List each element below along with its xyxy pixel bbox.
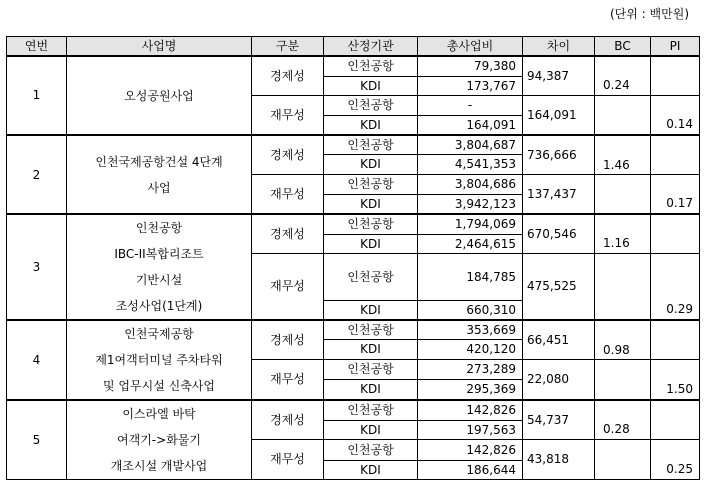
category-cell: 경제성 [252, 320, 324, 360]
total-cost-cell: 3,804,686 [418, 175, 523, 195]
agency-cell: 인천공항 [324, 96, 418, 116]
difference-cell: 54,737 [523, 400, 595, 440]
row-number: 5 [7, 400, 67, 480]
pi-cell [651, 56, 700, 96]
project-name [67, 56, 252, 135]
total-cost-cell: 295,369 [418, 380, 523, 401]
header-no: 연번 [7, 37, 67, 57]
agency-cell: KDI [324, 421, 418, 440]
bc-cell: 0.98 [595, 320, 651, 360]
agency-cell: 인천공항 [324, 400, 418, 421]
category-cell: 재무성 [252, 440, 324, 480]
header-difference: 차이 [523, 37, 595, 57]
table-row [7, 320, 700, 340]
category-cell: 재무성 [252, 96, 324, 136]
row-number: 3 [7, 214, 67, 320]
pi-cell [651, 400, 700, 440]
pi-cell: 0.29 [651, 254, 700, 321]
project-name-line: 여객기->화물기 [117, 433, 201, 447]
agency-cell: KDI [324, 77, 418, 96]
total-cost-cell: 79,380 [418, 56, 523, 77]
table-row [7, 135, 700, 155]
row-number: 1 [7, 56, 67, 135]
agency-cell: KDI [324, 301, 418, 321]
category-cell: 경제성 [252, 400, 324, 440]
total-cost-cell: 3,804,687 [418, 135, 523, 155]
table-row [7, 56, 700, 77]
bc-cell: 1.46 [595, 135, 651, 175]
difference-cell: 736,666 [523, 135, 595, 175]
category-cell: 재무성 [252, 360, 324, 401]
pi-cell: 0.25 [651, 440, 700, 480]
total-cost-cell: 142,826 [418, 400, 523, 421]
pi-cell [651, 135, 700, 175]
total-cost-cell: 173,767 [418, 77, 523, 96]
difference-cell: 43,818 [523, 440, 595, 480]
pi-cell: 0.14 [651, 96, 700, 136]
total-cost-cell: 1,794,069 [418, 214, 523, 235]
project-name-line: 이스라엘 바탁 [122, 407, 196, 421]
agency-cell: 인천공항 [324, 175, 418, 195]
project-name-line: 인천국제공항 [124, 327, 194, 341]
header-project-name: 사업명 [67, 37, 252, 57]
agency-cell: 인천공항 [324, 360, 418, 380]
project-name-line: 오성공원사업 [124, 88, 194, 103]
row-number: 2 [7, 135, 67, 214]
table-body [7, 56, 700, 480]
unit-note: (단위 : 백만원) [610, 7, 689, 21]
total-cost-cell: 3,942,123 [418, 195, 523, 215]
project-name-line: 및 업무시설 신축사업 [103, 379, 215, 393]
category-cell: 경제성 [252, 214, 324, 254]
pi-cell: 0.17 [651, 175, 700, 215]
agency-cell: 인천공항 [324, 135, 418, 155]
header-row [7, 37, 700, 57]
category-cell: 경제성 [252, 135, 324, 175]
header-category: 구분 [252, 37, 324, 57]
agency-cell: KDI [324, 155, 418, 175]
bc-cell [595, 360, 651, 401]
pi-cell: 1.50 [651, 360, 700, 401]
difference-cell: 94,387 [523, 56, 595, 96]
bc-cell: 0.24 [595, 56, 651, 96]
project-name-line: IBC-II복합리조트 [114, 247, 204, 261]
pi-cell [651, 320, 700, 360]
bc-cell [595, 175, 651, 215]
agency-cell: 인천공항 [324, 214, 418, 235]
category-cell: 재무성 [252, 254, 324, 321]
header-bc: BC [595, 37, 651, 57]
total-cost-cell: 142,826 [418, 440, 523, 461]
total-cost-cell: 353,669 [418, 320, 523, 340]
difference-cell: 164,091 [523, 96, 595, 136]
total-cost-cell: 184,785 [418, 254, 523, 301]
difference-cell: 670,546 [523, 214, 595, 254]
total-cost-cell: 420,120 [418, 340, 523, 360]
difference-cell: 137,437 [523, 175, 595, 215]
header-pi: PI [651, 37, 700, 57]
project-name-line: 개조시설 개발사업 [110, 459, 208, 473]
agency-cell: 인천공항 [324, 440, 418, 461]
header-agency: 산정기관 [324, 37, 418, 57]
agency-cell: KDI [324, 195, 418, 215]
difference-cell: 66,451 [523, 320, 595, 360]
agency-cell: KDI [324, 116, 418, 136]
total-cost-cell: 273,289 [418, 360, 523, 380]
bc-cell [595, 96, 651, 136]
difference-cell: 22,080 [523, 360, 595, 401]
project-name [67, 135, 252, 214]
total-cost-cell: 197,563 [418, 421, 523, 440]
pi-cell [651, 214, 700, 254]
total-cost-cell: 4,541,353 [418, 155, 523, 175]
project-name-line: 제1여객터미널 주차타워 [95, 353, 223, 367]
agency-cell: 인천공항 [324, 254, 418, 301]
agency-cell: 인천공항 [324, 320, 418, 340]
agency-cell: KDI [324, 340, 418, 360]
total-cost-cell: 164,091 [418, 116, 523, 136]
agency-cell: KDI [324, 235, 418, 254]
total-cost-cell: 186,644 [418, 461, 523, 480]
project-table [6, 36, 700, 480]
agency-cell: KDI [324, 380, 418, 401]
row-number: 4 [7, 320, 67, 400]
bc-cell: 0.28 [595, 400, 651, 440]
project-name-line: 사업 [147, 180, 171, 195]
category-cell: 재무성 [252, 175, 324, 215]
category-cell: 경제성 [252, 56, 324, 96]
total-cost-cell: - [418, 96, 523, 116]
project-name-line: 인천공항 [135, 221, 183, 235]
project-name [67, 400, 252, 480]
table-row [7, 214, 700, 235]
agency-cell: KDI [324, 461, 418, 480]
difference-cell: 475,525 [523, 254, 595, 321]
total-cost-cell: 660,310 [418, 301, 523, 321]
project-name-line: 조성사업(1단계) [115, 299, 203, 313]
agency-cell: 인천공항 [324, 56, 418, 77]
project-name-line: 기반시설 [135, 273, 183, 287]
bc-cell: 1.16 [595, 214, 651, 254]
table-row [7, 400, 700, 421]
project-name [67, 214, 252, 320]
project-name-line: 인천국제공항건설 4단계 [95, 154, 223, 169]
bc-cell [595, 254, 651, 321]
total-cost-cell: 2,464,615 [418, 235, 523, 254]
bc-cell [595, 440, 651, 480]
project-name [67, 320, 252, 400]
header-total-cost: 총사업비 [418, 37, 523, 57]
